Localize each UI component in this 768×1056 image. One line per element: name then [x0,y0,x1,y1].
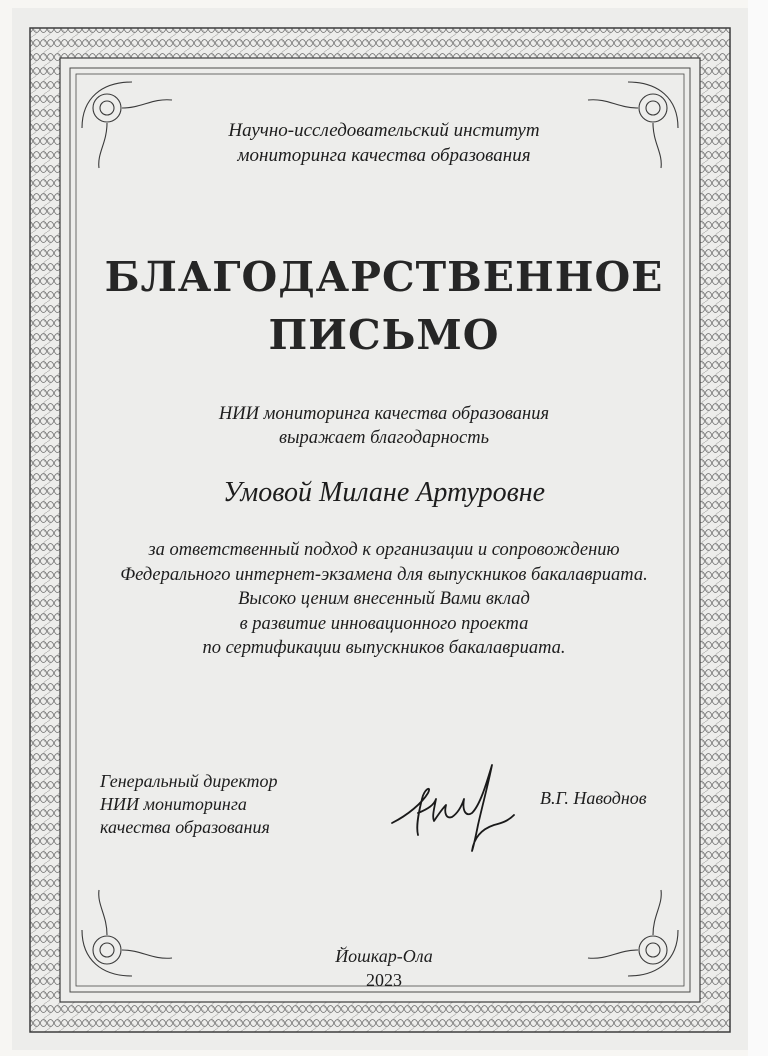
place: Йошкар-Ола [335,946,433,966]
organization-line: мониторинга качества образования [237,145,531,166]
year: 2023 [366,970,402,990]
body-line: в развитие инновационного проекта [239,613,529,634]
subtitle [0,402,768,450]
body-line: Высоко ценим внесенный Вами вклад [238,589,530,609]
recipient-name: Умовой Милане Артуровне [222,477,546,508]
title-line: БЛАГОДАРСТВЕННОЕ [104,253,664,301]
body-line: за ответственный подход к организации и сопровождению [148,540,620,560]
signatory-name: В.Г. Наводнов [540,788,647,808]
title-line: ПИСЬМО [268,311,500,359]
document-title [0,248,768,364]
organization-line: Научно-исследовательский институт [228,120,540,141]
signatory-title-line: Генеральный директор [100,771,278,791]
organization-name [0,118,768,168]
signatory-title-line: НИИ мониторинга [100,794,247,814]
signatory-title-line: качества образования [100,817,270,837]
body-line: Федерального интернет-экзамена для выпускников бакалавриата. [120,564,648,585]
body-line: по сертификации выпускников бакалавриата. [202,638,566,658]
body-text [0,538,768,661]
subtitle-line: выражает благодарность [278,428,490,448]
subtitle-line: НИИ мониторинга качества образования [218,404,550,424]
handwritten-signature [388,755,518,855]
signatory-title [100,770,278,839]
